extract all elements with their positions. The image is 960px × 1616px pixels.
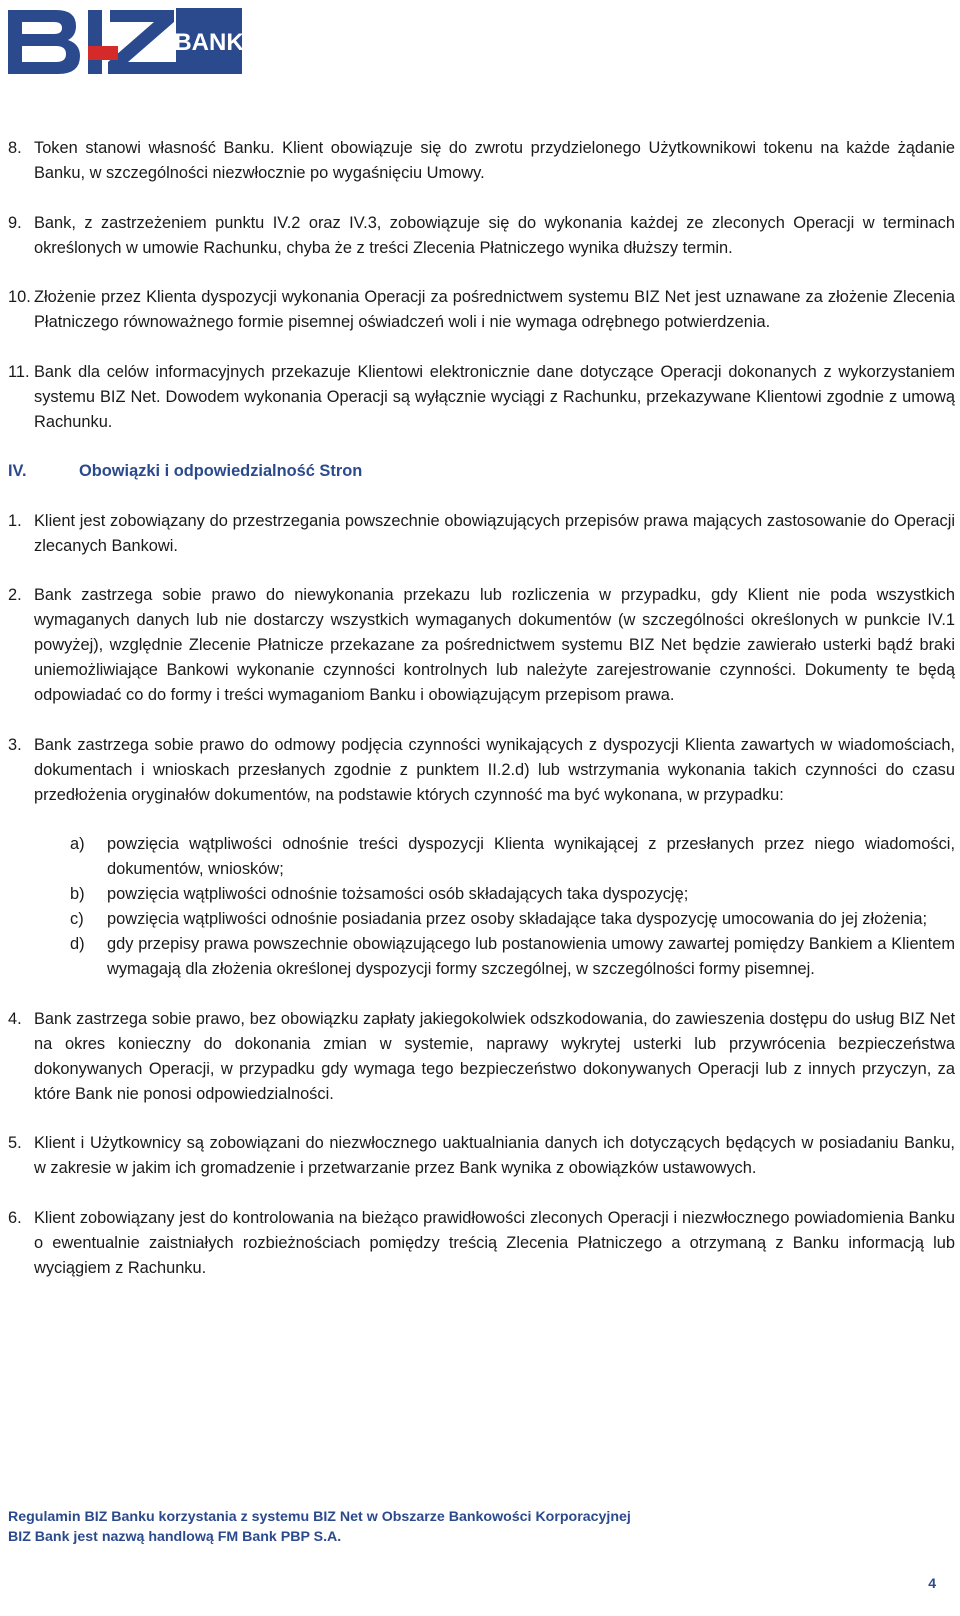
logo-bank-text: BANK [174, 29, 244, 56]
list-item [8, 1131, 955, 1181]
sub-item [70, 832, 955, 882]
sub-item [70, 932, 955, 982]
footer-line-1: Regulamin BIZ Banku korzystania z systemu BIZ Net w Obszarze Bankowości Korporacyjnej [8, 1509, 631, 1525]
sub-item [70, 907, 955, 932]
sub-item-text: powzięcia wątpliwości odnośnie posiadania przez osoby składające taka dyspozycję umocowania do jej złożenia; [107, 910, 927, 928]
document-body [8, 136, 955, 1305]
list-item [8, 211, 955, 261]
list-item [8, 360, 955, 435]
item-number: 2. [8, 586, 22, 604]
list-item [8, 583, 955, 708]
list-item [8, 285, 955, 335]
list-item [8, 509, 955, 559]
list-top [8, 136, 955, 435]
list-bottom [8, 1007, 955, 1281]
item-number: 5. [8, 1134, 22, 1152]
sub-item-letter: a) [70, 835, 85, 853]
list-item [8, 1007, 955, 1107]
page-number: 4 [928, 1575, 936, 1591]
sub-item-letter: d) [70, 935, 85, 953]
item-text: Klient i Użytkownicy są zobowiązani do niezwłocznego uaktualniania danych ich dotyczących będących w posiadaniu Banku, w zakresie w jakim ich gromadzenie i przetwarzanie przez Bank wynika z obowiązków ustawowych. [34, 1134, 955, 1177]
item-text: Token stanowi własność Banku. Klient obowiązuje się do zwrotu przydzielonego Użytkownikowi tokenu na każde żądanie Banku, w szczególności niezwłocznie po wygaśnięciu Umowy. [34, 139, 955, 182]
item-text: Bank zastrzega sobie prawo, bez obowiązku zapłaty jakiegokolwiek odszkodowania, do zawieszenia dostępu do usług BIZ Net na okres konieczny do dokonania zmian w systemie, naprawy wykrytej usterki lub przywrócenia bezpieczeństwa dokonywanych Operacji, w przypadku gdy wymaga tego bezpieczeństwo dokonywanych Operacji lub z innych przyczyn, za które Bank nie ponosi odpowiedzialności. [34, 1009, 955, 1103]
section-number: IV. [8, 462, 27, 480]
item-text: Bank zastrzega sobie prawo do niewykonania przekazu lub rozliczenia w przypadku, gdy Klient nie poda wszystkich wymaganych danych lub nie dostarczy wszystkich wymaganych dokumentów (w szczególności określonych w punkcie IV.1 powyżej), względnie Zlecenie Płatnicze przekazane za pośrednictwem systemu BIZ Net będzie zawierało usterki bądź braki uniemożliwiające Bankowi wykonanie czynności kontrolnych lub należyte zarejestrowanie czynności. Dokumenty te będą odpowiadać co do formy i treści wymaganiom Banku i obowiązującym przepisom prawa. [34, 586, 955, 704]
sub-item [70, 882, 955, 907]
sub-item-text: powzięcia wątpliwości odnośnie tożsamości osób składających taka dyspozycję; [107, 885, 689, 903]
item-number: 3. [8, 735, 22, 754]
item-number: 11. [8, 362, 30, 381]
sub-list [8, 832, 955, 982]
item-text: Bank dla celów informacyjnych przekazuje Klientowi elektronicznie dane dotyczące Operacji dokonanych z wykorzystaniem systemu BIZ Net. Dowodem wykonania Operacji są wyłącznie wyciągi z Rachunku, przekazywane Klientowi zgodnie z umową Rachunku. [34, 362, 955, 431]
item-text: Klient zobowiązany jest do kontrolowania na bieżąco prawidłowości zleconych Operacji i niezwłocznego powiadomienia Banku o ewentualnie zaistniałych rozbieżnościach pomiędzy treścią Zlecenia Płatniczego a otrzymaną z Banku informacją lub wyciągiem z Rachunku. [34, 1208, 955, 1277]
item-text: Klient jest zobowiązany do przestrzegania powszechnie obowiązujących przepisów prawa mających zastosowanie do Operacji zlecanych Bankowi. [34, 511, 955, 555]
item-text: Bank, z zastrzeżeniem punktu IV.2 oraz IV.3, zobowiązuje się do wykonania każdej ze zleconych Operacji w terminach określonych w umowie Rachunku, chyba że z treści Zlecenia Płatniczego wynika dłuższy termin. [34, 213, 955, 257]
sub-item-letter: c) [70, 910, 84, 928]
list-item [8, 733, 955, 808]
item-text: Bank zastrzega sobie prawo do odmowy podjęcia czynności wynikających z dyspozycji Klienta zawartych w wiadomościach, dokumentach i wnioskach przesłanych zgodnie z punktem II.2.d) lub wstrzymania wykonania takich czynności do czasu przedłożenia oryginałów dokumentów, na podstawie których czynność ma być wykonana, w przypadku: [34, 735, 955, 804]
list-item [8, 1206, 955, 1281]
footer [8, 1507, 768, 1547]
item-number: 8. [8, 139, 22, 157]
item-number: 9. [8, 213, 22, 232]
section-heading [8, 459, 955, 484]
list-item [8, 136, 955, 186]
sub-item-letter: b) [70, 885, 85, 903]
item-number: 1. [8, 511, 22, 530]
biz-bank-logo [4, 2, 246, 78]
sub-item-text: powzięcia wątpliwości odnośnie treści dyspozycji Klienta wynikającej z przesłanych przez niego wiadomości, dokumentów, wniosków; [107, 835, 955, 878]
list-section [8, 509, 955, 808]
item-number: 10. [8, 288, 31, 306]
section-title: Obowiązki i odpowiedzialność Stron [79, 462, 363, 480]
item-number: 6. [8, 1208, 22, 1227]
footer-line-2: BIZ Bank jest nazwą handlową FM Bank PBP S.A. [8, 1529, 342, 1545]
item-number: 4. [8, 1009, 22, 1028]
item-text: Złożenie przez Klienta dyspozycji wykonania Operacji za pośrednictwem systemu BIZ Net jest uznawane za złożenie Zlecenia Płatniczego równoważnego formie pisemnej oświadczeń woli i nie wymaga odrębnego potwierdzenia. [34, 288, 955, 331]
sub-item-text: gdy przepisy prawa powszechnie obowiązującego lub postanowienia umowy zawartej pomiędzy Bankiem a Klientem wymagają dla złożenia określonej dyspozycji formy szczególnej, w szczególności formy pisemnej. [107, 935, 955, 978]
